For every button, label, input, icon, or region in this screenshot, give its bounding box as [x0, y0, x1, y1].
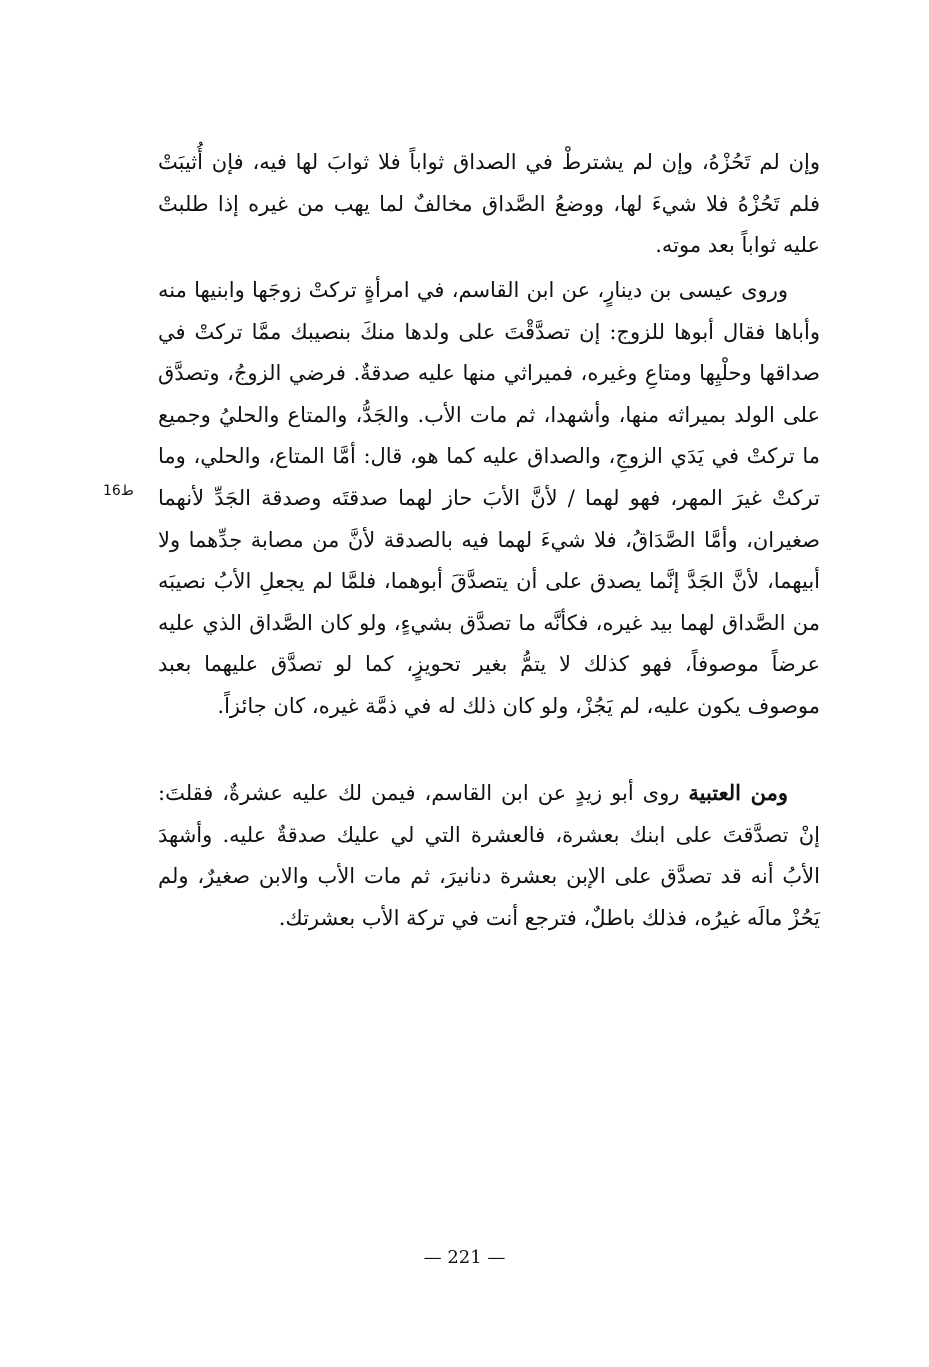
- paragraph-2-text: وروى عيسى بن دينارٍ، عن ابن القاسم، في امرأةٍ تركتْ زوجَها وابنيها منه وأباها فقال أبوها للزوج: إن تصدَّقْتَ على ولدها منكَ بنصيبك ممَّا تركتْ في صداقها وحلْيِها ومتاعِ وغيره، فميراثي منها عليه صدقةٌ. فرضي الزوجُ، وتصدَّق على الولد بميراثه منها، وأشهدا، ثم مات الأب. والجَدُّ، والمتاع والحليُ وجميع ما تركتْ في يَدَي الزوجِ، والصداق عليه كما هو، قال: أمَّا المتاع، والحلي، وما تركتْ غيرَ المهر، فهو لهما / لأنَّ الأبَ حاز لهما صدقتَه وصدقة الجَدِّ لأنهما صغيران، وأمَّا الصَّدَاقُ، فلا شيءَ لهما فيه بالصدقة لأنَّ من مصابة جدِّهما ولا أبيهما، لأنَّ الجَدَّ إنَّما يصدق على أن يتصدَّقَ أبوهما، فلمَّا لم يجعلِ الأبُ نصيبَه من الصَّداق لهما بيد غيره، فكأنَّه ما تصدَّق بشيءٍ، ولو كان الصَّداق الذي عليه عرضاً موصوفاً، فهو كذلك لا يتمُّ بغير تحويزٍ، كما لو تصدَّق عليهما بعبد موصوف يكون عليه، لم يَجُزْ، ولو كان ذلك له في ذمَّة غيره، كان جائزاً.: [158, 278, 820, 718]
- paragraph-3: [158, 772, 820, 939]
- source-heading: ومن العتبية: [688, 780, 788, 805]
- paragraph-2: [158, 270, 820, 728]
- paragraph-3-text: روى أبو زيدٍ عن ابن القاسم، فيمن لك عليه عشرةٌ، فقلتَ: إنْ تصدَّقتَ على ابنك بعشرة، فالعشرة التي لي عليك صدقةٌ عليه. وأشهدَ الأبُ أنه قد تصدَّق على الإبن بعشرة دنانيرَ، ثم مات الأب والابن صغيرٌ، ولم يَحُزْ مالَه غيرُه، فذلك باطلٌ، فترجع أنت في تركة الأب بعشرتك.: [158, 781, 820, 930]
- paragraph-1-text: وإن لم تَحُزْهُ، وإن لم يشترطْ في الصداق ثواباً فلا ثوابَ لها فيه، فإن أُثيبَتْ فلم تَحُزْهُ فلا شيءَ لها، ووضعُ الصَّداق مخالفٌ لما يهب من غيره إذا طلبتْ عليه ثواباً بعد موته.: [158, 150, 820, 258]
- margin-reference: ط16: [103, 483, 134, 499]
- paragraph-1: [158, 142, 820, 267]
- paragraph-3-body: [158, 772, 820, 939]
- page-number: — 221 —: [423, 1247, 506, 1268]
